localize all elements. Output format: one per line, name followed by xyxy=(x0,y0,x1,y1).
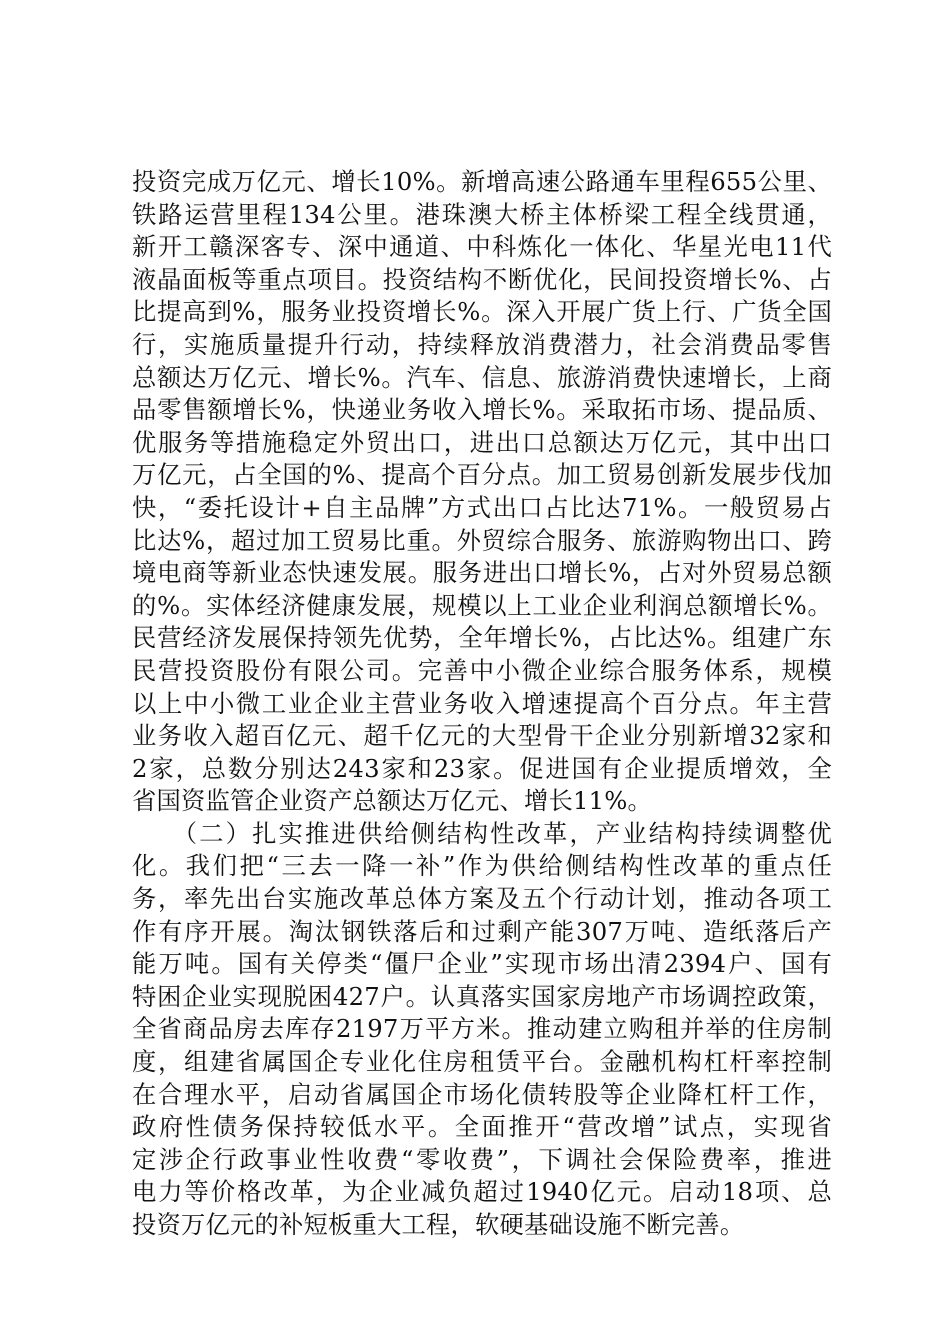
text-line: 电力等价格改革，为企业减负超过1940亿元。启动18项、总 xyxy=(132,1177,832,1207)
text-line: 在合理水平，启动省属国企市场化债转股等企业降杠杆工作， xyxy=(132,1079,832,1109)
text-line: 液晶面板等重点项目。投资结构不断优化，民间投资增长%、占 xyxy=(132,264,832,294)
text-line: 行，实施质量提升行动，持续释放消费潜力，社会消费品零售 xyxy=(132,329,832,359)
text-line: 境电商等新业态快速发展。服务进出口增长%，占对外贸易总额 xyxy=(132,558,832,588)
text-line: 政府性债务保持较低水平。全面推开“营改增”试点，实现省 xyxy=(132,1112,832,1142)
text-line: （二）扎实推进供给侧结构性改革，产业结构持续调整优 xyxy=(132,818,832,848)
text-line: 民营经济发展保持领先优势，全年增长%，占比达%。组建广东 xyxy=(132,623,832,653)
text-line: 优服务等措施稳定外贸出口，进出口总额达万亿元，其中出口 xyxy=(132,427,832,457)
text-line: 万亿元，占全国的%、提高个百分点。加工贸易创新发展步伐加 xyxy=(132,460,832,490)
text-line: 比达%，超过加工贸易比重。外贸综合服务、旅游购物出口、跨 xyxy=(132,525,832,555)
text-line: 比提高到%，服务业投资增长%。深入开展广货上行、广货全国 xyxy=(132,297,832,327)
text-line: 民营投资股份有限公司。完善中小微企业综合服务体系，规模 xyxy=(132,655,832,685)
text-line: 新开工赣深客专、深中通道、中科炼化一体化、华星光电11代 xyxy=(132,232,832,262)
text-line: 全省商品房去库存2197万平方米。推动建立购租并举的住房制 xyxy=(132,1014,832,1044)
text-line: 的%。实体经济健康发展，规模以上工业企业利润总额增长%。 xyxy=(132,590,832,620)
text-line: 总额达万亿元、增长%。汽车、信息、旅游消费快速增长，上商 xyxy=(132,362,832,392)
text-line: 投资完成万亿元、增长10%。新增高速公路通车里程655公里、 xyxy=(132,167,832,196)
text-line: 品零售额增长%，快递业务收入增长%。采取拓市场、提品质、 xyxy=(132,395,832,425)
text-line: 能万吨。国有关停类“僵尸企业”实现市场出清2394户、国有 xyxy=(132,949,832,979)
text-line: 铁路运营里程134公里。港珠澳大桥主体桥梁工程全线贯通， xyxy=(132,199,832,229)
text-line: 省国资监管企业资产总额达万亿元、增长11%。 xyxy=(132,786,653,816)
text-line: 务，率先出台实施改革总体方案及五个行动计划，推动各项工 xyxy=(132,884,832,914)
text-line: 投资万亿元的补短板重大工程，软硬基础设施不断完善。 xyxy=(132,1210,745,1239)
text-line: 以上中小微工业企业主营业务收入增速提高个百分点。年主营 xyxy=(132,688,832,718)
text-line: 快，“委托设计+自主品牌”方式出口占比达71%。一般贸易占 xyxy=(132,492,832,522)
text-line: 业务收入超百亿元、超千亿元的大型骨干企业分别新增32家和 xyxy=(132,721,832,751)
text-line: 作有序开展。淘汰钢铁落后和过剩产能307万吨、造纸落后产 xyxy=(132,916,832,946)
text-line: 定涉企行政事业性收费“零收费”，下调社会保险费率，推进 xyxy=(132,1144,832,1174)
body-text xyxy=(132,166,832,1242)
text-line: 化。我们把“三去一降一补”作为供给侧结构性改革的重点任 xyxy=(132,851,832,881)
text-line: 度，组建省属国企专业化住房租赁平台。金融机构杠杆率控制 xyxy=(132,1047,832,1077)
text-line: 2家，总数分别达243家和23家。促进国有企业提质增效，全 xyxy=(132,753,832,783)
text-line: 特困企业实现脱困427户。认真落实国家房地产市场调控政策， xyxy=(132,981,832,1011)
